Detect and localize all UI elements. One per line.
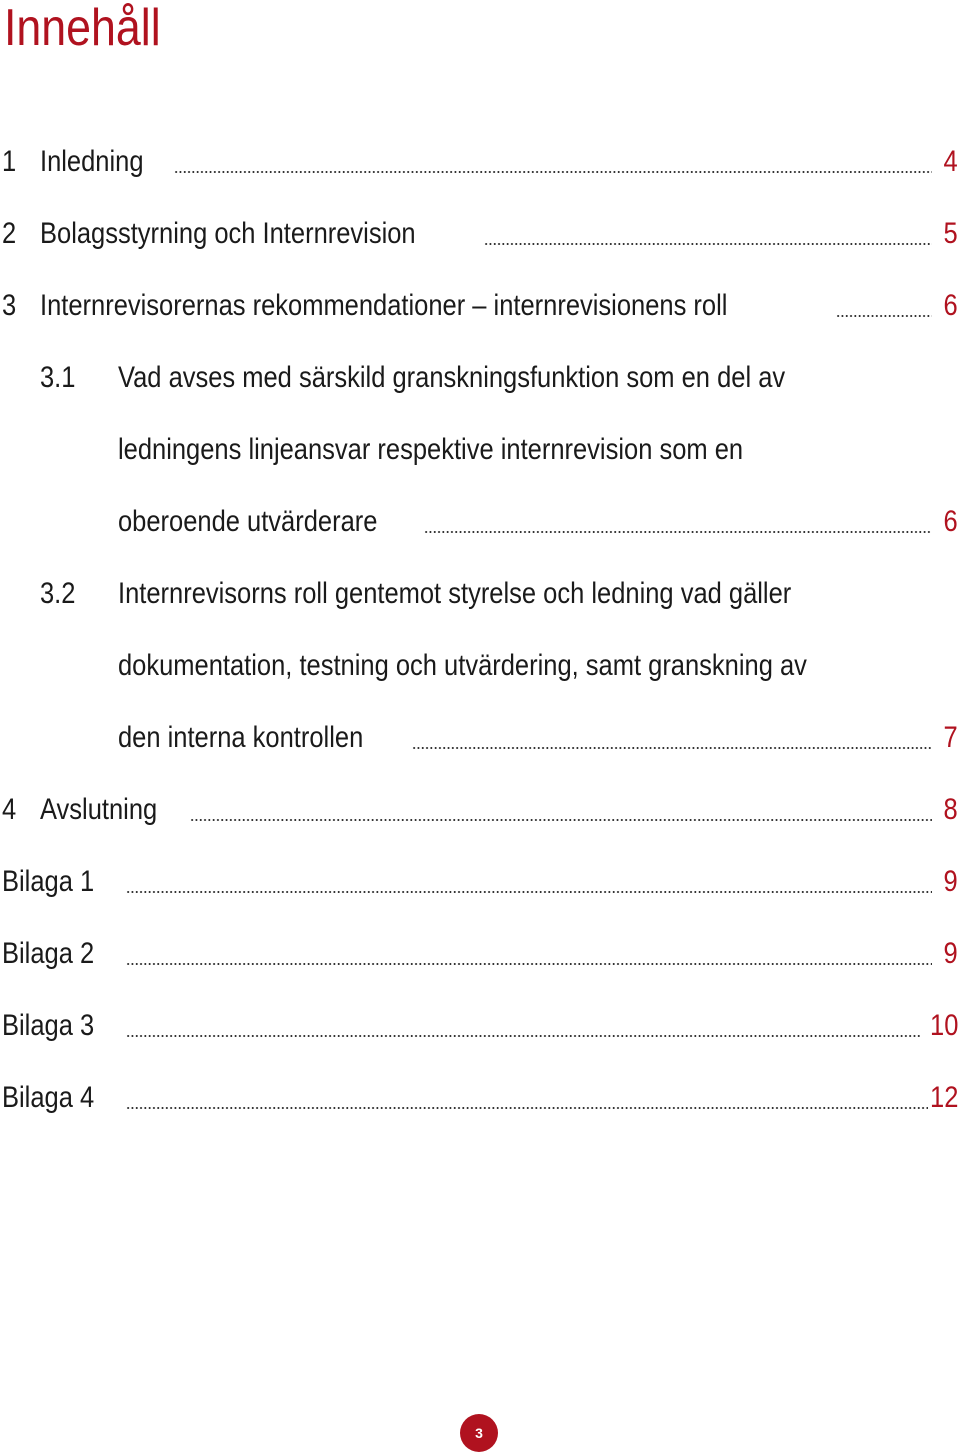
toc-number: 3.1	[40, 361, 76, 394]
dot-leader	[190, 819, 932, 821]
toc-title-line: oberoende utvärderare	[118, 505, 378, 538]
page-number-badge: 3	[460, 1414, 498, 1452]
toc-page-number: 4	[943, 145, 958, 178]
page-title: Innehåll	[4, 0, 161, 57]
dot-leader	[126, 963, 932, 965]
toc-title: Avslutning	[40, 793, 158, 826]
toc-page-number: 7	[943, 721, 958, 754]
toc-title-line: den interna kontrollen	[118, 721, 364, 754]
toc-entry-3-2-line-3[interactable]	[0, 718, 958, 758]
toc-entry[interactable]	[0, 1006, 958, 1046]
toc-title-line: dokumentation, testning och utvärdering, samt granskning av	[118, 649, 807, 682]
toc-entry[interactable]	[0, 142, 958, 182]
dot-leader	[412, 747, 932, 749]
dot-leader	[836, 315, 932, 317]
toc-entry-3-2-line-1[interactable]	[0, 574, 958, 614]
toc-page-number: 12	[929, 1081, 958, 1114]
toc-entry-3-1-line-1[interactable]	[0, 358, 958, 398]
dot-leader	[424, 531, 932, 533]
toc-page-number: 9	[943, 937, 958, 970]
toc-entry[interactable]	[0, 790, 958, 830]
toc-title: Bilaga 2	[2, 937, 95, 970]
toc-title: Bilaga 3	[2, 1009, 95, 1042]
toc-page-number: 10	[929, 1009, 958, 1042]
toc-title: Bolagsstyrning och Internrevision	[40, 217, 416, 250]
dot-leader	[484, 243, 932, 245]
toc-title: Inledning	[40, 145, 144, 178]
toc-page-number: 8	[943, 793, 958, 826]
dot-leader	[126, 891, 932, 893]
toc-entry[interactable]	[0, 214, 958, 254]
toc-title: Internrevisorernas rekommendationer – internrevisionens roll	[40, 289, 728, 322]
toc-number: 3.2	[40, 577, 76, 610]
toc-entry[interactable]	[0, 934, 958, 974]
toc-title: Bilaga 4	[2, 1081, 95, 1114]
dot-leader	[174, 171, 932, 173]
toc-number: 4	[2, 793, 17, 826]
dot-leader	[126, 1035, 920, 1037]
toc-title-line: Vad avses med särskild granskningsfunktion som en del av	[118, 361, 786, 394]
toc-entry[interactable]	[0, 286, 958, 326]
dot-leader	[126, 1107, 928, 1109]
toc-number: 1	[2, 145, 17, 178]
toc-page-number: 6	[943, 289, 958, 322]
toc-entry[interactable]	[0, 862, 958, 902]
toc-page-number: 6	[943, 505, 958, 538]
toc-title-line: Internrevisorns roll gentemot styrelse och ledning vad gäller	[118, 577, 792, 610]
toc-number: 3	[2, 289, 17, 322]
toc-entry-3-1-line-3[interactable]	[0, 502, 958, 542]
toc-entry-3-1-line-2[interactable]	[0, 430, 958, 470]
toc-title-line: ledningens linjeansvar respektive internrevision som en	[118, 433, 744, 466]
toc-page-number: 9	[943, 865, 958, 898]
toc-number: 2	[2, 217, 17, 250]
toc-title: Bilaga 1	[2, 865, 95, 898]
toc-page-number: 5	[943, 217, 958, 250]
toc-entry-3-2-line-2[interactable]	[0, 646, 958, 686]
toc-entry[interactable]	[0, 1078, 958, 1118]
